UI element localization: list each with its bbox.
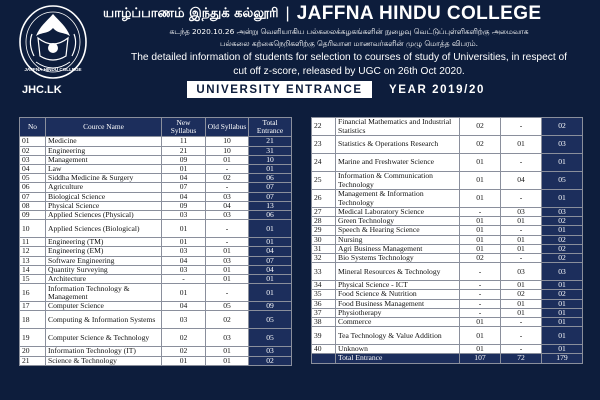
- total-entrance-count: 01: [542, 154, 583, 172]
- table-row: [20, 238, 292, 247]
- notice-tamil: [100, 26, 598, 50]
- old-syllabus-count: -: [501, 154, 542, 172]
- new-syllabus-count: 01: [162, 284, 206, 302]
- course-name: Nursing: [336, 235, 460, 244]
- table-row: [20, 247, 292, 256]
- column-header-course: Cource Name: [46, 118, 162, 137]
- course-name: Siddha Medicine & Surgery: [46, 174, 162, 183]
- total-entrance-count: 02: [542, 290, 583, 299]
- course-name: Engineering (EM): [46, 247, 162, 256]
- total-entrance-count: 03: [542, 136, 583, 154]
- new-syllabus-count: -: [460, 263, 501, 281]
- total-entrance-count: 01: [542, 327, 583, 345]
- row-number: 26: [312, 190, 336, 208]
- course-name: Applied Sciences (Physical): [46, 211, 162, 220]
- new-syllabus-count: 01: [460, 244, 501, 253]
- old-syllabus-count: 01: [206, 155, 249, 164]
- table-row: [312, 136, 583, 154]
- column-header-new-syllabus: New Syllabus: [162, 118, 206, 137]
- table-row: [20, 256, 292, 265]
- total-entrance-count: 01: [249, 275, 292, 284]
- new-syllabus-count: -: [460, 308, 501, 317]
- row-number: 24: [312, 154, 336, 172]
- notice-english: [100, 51, 598, 79]
- page-header: [0, 0, 600, 104]
- row-number: 33: [312, 263, 336, 281]
- total-row: [312, 354, 583, 363]
- new-syllabus-count: 02: [162, 347, 206, 356]
- row-number: 20: [20, 347, 46, 356]
- table-row: [20, 347, 292, 356]
- new-syllabus-count: -: [460, 208, 501, 217]
- table-row: [312, 327, 583, 345]
- old-syllabus-count: 01: [501, 217, 542, 226]
- total-entrance-count: 05: [249, 329, 292, 347]
- total-entrance-count: 01: [249, 238, 292, 247]
- total-entrance-count: 03: [542, 263, 583, 281]
- course-name: Financial Mathematics and Industrial Statistics: [336, 118, 460, 136]
- table-row: [312, 226, 583, 235]
- old-syllabus-count: -: [501, 254, 542, 263]
- total-entrance-count: 01: [542, 308, 583, 317]
- course-name: Green Technology: [336, 217, 460, 226]
- row-number: 17: [20, 302, 46, 311]
- row-number: 11: [20, 238, 46, 247]
- row-number: 38: [312, 318, 336, 327]
- banner-year: YEAR 2019/20: [372, 81, 502, 98]
- old-syllabus-count: 02: [501, 290, 542, 299]
- new-syllabus-count: 02: [460, 254, 501, 263]
- title-tamil: யாழ்ப்பாணம் இந்துக் கல்லூரி: [103, 6, 279, 21]
- table-row: [20, 275, 292, 284]
- new-syllabus-count: 02: [162, 329, 206, 347]
- notice-english-line-1: The detailed information of students for selection to courses of study of Universities, in respect of: [130, 52, 568, 63]
- new-syllabus-count: 01: [162, 356, 206, 365]
- old-syllabus-count: -: [206, 284, 249, 302]
- row-number: 14: [20, 265, 46, 274]
- old-syllabus-count: 01: [206, 265, 249, 274]
- column-header-total: Total Entrance: [249, 118, 292, 137]
- table-row: [312, 154, 583, 172]
- total-row-no: [312, 354, 336, 363]
- total-entrance-count: 07: [249, 183, 292, 192]
- row-number: 37: [312, 308, 336, 317]
- total-entrance-count: 03: [542, 208, 583, 217]
- new-syllabus-count: 01: [460, 226, 501, 235]
- old-syllabus-count: -: [501, 118, 542, 136]
- old-syllabus-count: 03: [206, 329, 249, 347]
- total-entrance-count: 01: [542, 190, 583, 208]
- row-number: 12: [20, 247, 46, 256]
- row-number: 39: [312, 327, 336, 345]
- row-number: 23: [312, 136, 336, 154]
- table-row: [20, 265, 292, 274]
- new-syllabus-count: 03: [162, 247, 206, 256]
- table-row: [20, 155, 292, 164]
- old-syllabus-count: 03: [206, 256, 249, 265]
- course-name: Applied Sciences (Biological): [46, 220, 162, 238]
- new-syllabus-count: -: [460, 299, 501, 308]
- old-syllabus-count: 03: [206, 192, 249, 201]
- table-row: [20, 211, 292, 220]
- svg-text:JAFFNA HINDU COLLEGE: JAFFNA HINDU COLLEGE: [24, 67, 82, 72]
- row-number: 34: [312, 281, 336, 290]
- row-number: 25: [312, 172, 336, 190]
- old-syllabus-count: 10: [206, 146, 249, 155]
- row-number: 29: [312, 226, 336, 235]
- course-name: Agri Business Management: [336, 244, 460, 253]
- title-separator: |: [285, 5, 290, 22]
- old-syllabus-count: 04: [501, 172, 542, 190]
- title-english: JAFFNA HINDU COLLEGE: [296, 3, 542, 24]
- total-entrance-count: 01: [542, 281, 583, 290]
- row-number: 10: [20, 220, 46, 238]
- new-syllabus-count: 04: [162, 174, 206, 183]
- table-row: [20, 183, 292, 192]
- new-syllabus-count: 01: [460, 172, 501, 190]
- course-rows-right: [312, 118, 583, 354]
- course-name: Computer Science & Technology: [46, 329, 162, 347]
- course-name: Science & Technology: [46, 356, 162, 365]
- course-name: Speech & Hearing Science: [336, 226, 460, 235]
- total-entrance-count: 03: [249, 347, 292, 356]
- total-entrance-count: 01: [249, 220, 292, 238]
- course-name: Architecture: [46, 275, 162, 284]
- course-name: Physical Science: [46, 201, 162, 210]
- table-row: [20, 146, 292, 155]
- old-syllabus-count: -: [501, 327, 542, 345]
- total-entrance-count: 02: [542, 118, 583, 136]
- row-number: 31: [312, 244, 336, 253]
- course-name: Engineering (TM): [46, 238, 162, 247]
- new-syllabus-count: 21: [162, 146, 206, 155]
- total-entrance-count: 02: [542, 254, 583, 263]
- row-number: 03: [20, 155, 46, 164]
- new-syllabus-count: -: [162, 275, 206, 284]
- total-entrance-count: 05: [249, 311, 292, 329]
- new-syllabus-count: 04: [162, 302, 206, 311]
- page-title: [103, 2, 598, 26]
- row-number: 08: [20, 201, 46, 210]
- new-syllabus-count: 01: [460, 154, 501, 172]
- table-row: [312, 208, 583, 217]
- table-row: [20, 329, 292, 347]
- old-syllabus-count: 01: [501, 308, 542, 317]
- total-entrance-count: 01: [542, 299, 583, 308]
- new-syllabus-count: 11: [162, 137, 206, 146]
- table-row: [312, 244, 583, 253]
- notice-tamil-line-1: கடந்த 2020.10.26 அன்று வெளியாகிய பல்கலைக்கழகங்களின் நுழைவு வெட்டுப்புள்ளிகளிற்கு அமைவாக: [169, 27, 529, 36]
- old-syllabus-count: 01: [501, 235, 542, 244]
- old-syllabus-count: 10: [206, 137, 249, 146]
- old-syllabus-count: -: [206, 220, 249, 238]
- table-row: [312, 118, 583, 136]
- course-name: Quantity Surveying: [46, 265, 162, 274]
- table-row: [20, 356, 292, 365]
- total-new: 107: [460, 354, 501, 363]
- course-rows-left: [20, 137, 292, 365]
- table-row: [20, 165, 292, 174]
- old-syllabus-count: 01: [501, 136, 542, 154]
- row-number: 40: [312, 345, 336, 354]
- total-entrance-count: 31: [249, 146, 292, 155]
- course-name: Computer Science: [46, 302, 162, 311]
- row-number: 22: [312, 118, 336, 136]
- total-entrance-count: 05: [542, 172, 583, 190]
- table-row: [20, 137, 292, 146]
- table-row: [20, 174, 292, 183]
- total-entrance: 179: [542, 354, 583, 363]
- table-row: [312, 254, 583, 263]
- course-name: Statistics & Operations Research: [336, 136, 460, 154]
- row-number: 36: [312, 299, 336, 308]
- new-syllabus-count: 01: [460, 318, 501, 327]
- table-row: [312, 318, 583, 327]
- total-entrance-count: 01: [542, 226, 583, 235]
- table-row: [312, 190, 583, 208]
- table-row: [312, 263, 583, 281]
- new-syllabus-count: 03: [162, 311, 206, 329]
- table-row: [20, 201, 292, 210]
- course-name: Food Business Management: [336, 299, 460, 308]
- old-syllabus-count: 01: [206, 247, 249, 256]
- row-number: 13: [20, 256, 46, 265]
- column-header-no: No: [20, 118, 46, 137]
- course-name: Mineral Resources & Technology: [336, 263, 460, 281]
- row-number: 05: [20, 174, 46, 183]
- course-name: Computing & Information Systems: [46, 311, 162, 329]
- table-row: [20, 284, 292, 302]
- table-row: [20, 302, 292, 311]
- notice-tamil-line-2: பல்கலை கற்கைநெறிகளிற்கு தெரிவான மாணவர்களின் முழு மொத்த விபரம்.: [220, 39, 478, 48]
- table-row: [312, 235, 583, 244]
- course-name: Information & Communication Technology: [336, 172, 460, 190]
- new-syllabus-count: 01: [460, 327, 501, 345]
- new-syllabus-count: 01: [162, 238, 206, 247]
- row-number: 28: [312, 217, 336, 226]
- total-entrance-count: 06: [249, 174, 292, 183]
- new-syllabus-count: 01: [460, 217, 501, 226]
- new-syllabus-count: 03: [162, 265, 206, 274]
- course-name: Bio Systems Technology: [336, 254, 460, 263]
- course-name: Medicine: [46, 137, 162, 146]
- course-name: Law: [46, 165, 162, 174]
- course-name: Information Technology & Management: [46, 284, 162, 302]
- table-row: [312, 345, 583, 354]
- college-crest-logo: [18, 4, 88, 82]
- new-syllabus-count: 09: [162, 155, 206, 164]
- new-syllabus-count: 01: [460, 235, 501, 244]
- total-old: 72: [501, 354, 542, 363]
- total-entrance-count: 10: [249, 155, 292, 164]
- total-entrance-count: 01: [249, 165, 292, 174]
- new-syllabus-count: 01: [460, 190, 501, 208]
- old-syllabus-count: 03: [501, 263, 542, 281]
- table-row: [312, 308, 583, 317]
- total-entrance-count: 02: [542, 235, 583, 244]
- total-entrance-count: 09: [249, 302, 292, 311]
- banner-university-entrance: UNIVERSITY ENTRANCE: [187, 81, 372, 98]
- row-number: 35: [312, 290, 336, 299]
- row-number: 18: [20, 311, 46, 329]
- total-entrance-count: 04: [249, 265, 292, 274]
- old-syllabus-count: -: [206, 238, 249, 247]
- old-syllabus-count: 03: [206, 211, 249, 220]
- new-syllabus-count: 04: [162, 192, 206, 201]
- old-syllabus-count: -: [501, 190, 542, 208]
- course-name: Management & Information Technology: [336, 190, 460, 208]
- old-syllabus-count: 02: [206, 311, 249, 329]
- old-syllabus-count: 01: [206, 356, 249, 365]
- column-header-old-syllabus: Old Syllabus: [206, 118, 249, 137]
- total-entrance-count: 07: [249, 192, 292, 201]
- course-name: Unknown: [336, 345, 460, 354]
- total-row-label: Total Entrance: [336, 354, 460, 363]
- course-name: Physical Science - ICT: [336, 281, 460, 290]
- course-name: Commerce: [336, 318, 460, 327]
- course-table-right: [311, 117, 583, 364]
- course-name: Tea Technology & Value Addition: [336, 327, 460, 345]
- course-name: Management: [46, 155, 162, 164]
- course-name: Information Technology (IT): [46, 347, 162, 356]
- total-entrance-count: 01: [249, 284, 292, 302]
- new-syllabus-count: 01: [162, 220, 206, 238]
- row-number: 32: [312, 254, 336, 263]
- new-syllabus-count: 03: [162, 211, 206, 220]
- old-syllabus-count: 01: [501, 299, 542, 308]
- row-number: 04: [20, 165, 46, 174]
- table-row: [312, 281, 583, 290]
- old-syllabus-count: -: [501, 318, 542, 327]
- course-name: Marine and Freshwater Science: [336, 154, 460, 172]
- total-entrance-count: 01: [542, 345, 583, 354]
- total-entrance-count: 06: [249, 211, 292, 220]
- notice-english-line-2: cut off z-score, released by UGC on 26th Oct 2020.: [233, 66, 465, 77]
- total-entrance-count: 21: [249, 137, 292, 146]
- course-name: Engineering: [46, 146, 162, 155]
- table-row: [312, 290, 583, 299]
- old-syllabus-count: 01: [206, 347, 249, 356]
- table-row: [312, 172, 583, 190]
- old-syllabus-count: -: [206, 165, 249, 174]
- new-syllabus-count: 07: [162, 183, 206, 192]
- row-number: 21: [20, 356, 46, 365]
- total-entrance-count: 13: [249, 201, 292, 210]
- total-entrance-count: 04: [249, 247, 292, 256]
- old-syllabus-count: 01: [501, 244, 542, 253]
- old-syllabus-count: 01: [206, 275, 249, 284]
- row-number: 09: [20, 211, 46, 220]
- total-entrance-count: 07: [249, 256, 292, 265]
- total-entrance-count: 02: [542, 244, 583, 253]
- table-row: [312, 217, 583, 226]
- old-syllabus-count: 01: [501, 281, 542, 290]
- new-syllabus-count: 09: [162, 201, 206, 210]
- new-syllabus-count: 02: [460, 118, 501, 136]
- row-number: 27: [312, 208, 336, 217]
- old-syllabus-count: -: [501, 226, 542, 235]
- old-syllabus-count: -: [206, 183, 249, 192]
- course-table-left: [19, 117, 292, 366]
- total-entrance-count: 02: [542, 217, 583, 226]
- total-entrance-count: 01: [542, 318, 583, 327]
- course-name: Food Science & Nutrition: [336, 290, 460, 299]
- course-name: Medical Laboratory Science: [336, 208, 460, 217]
- row-number: 15: [20, 275, 46, 284]
- row-number: 02: [20, 146, 46, 155]
- old-syllabus-count: 02: [206, 174, 249, 183]
- table-row: [312, 299, 583, 308]
- row-number: 06: [20, 183, 46, 192]
- row-number: 16: [20, 284, 46, 302]
- table-row: [20, 311, 292, 329]
- year-banner: [187, 81, 502, 98]
- row-number: 30: [312, 235, 336, 244]
- total-entrance-count: 02: [249, 356, 292, 365]
- row-number: 19: [20, 329, 46, 347]
- site-caption: JHC.LK: [22, 84, 62, 96]
- old-syllabus-count: 05: [206, 302, 249, 311]
- new-syllabus-count: 02: [460, 136, 501, 154]
- row-number: 07: [20, 192, 46, 201]
- new-syllabus-count: 01: [460, 345, 501, 354]
- row-number: 01: [20, 137, 46, 146]
- new-syllabus-count: 01: [162, 165, 206, 174]
- old-syllabus-count: 03: [501, 208, 542, 217]
- new-syllabus-count: -: [460, 281, 501, 290]
- old-syllabus-count: -: [501, 345, 542, 354]
- table-row: [20, 220, 292, 238]
- new-syllabus-count: 04: [162, 256, 206, 265]
- new-syllabus-count: -: [460, 290, 501, 299]
- table-row: [20, 192, 292, 201]
- course-name: Biological Science: [46, 192, 162, 201]
- course-name: Agriculture: [46, 183, 162, 192]
- old-syllabus-count: 04: [206, 201, 249, 210]
- course-name: Physiotherapy: [336, 308, 460, 317]
- course-name: Software Engineering: [46, 256, 162, 265]
